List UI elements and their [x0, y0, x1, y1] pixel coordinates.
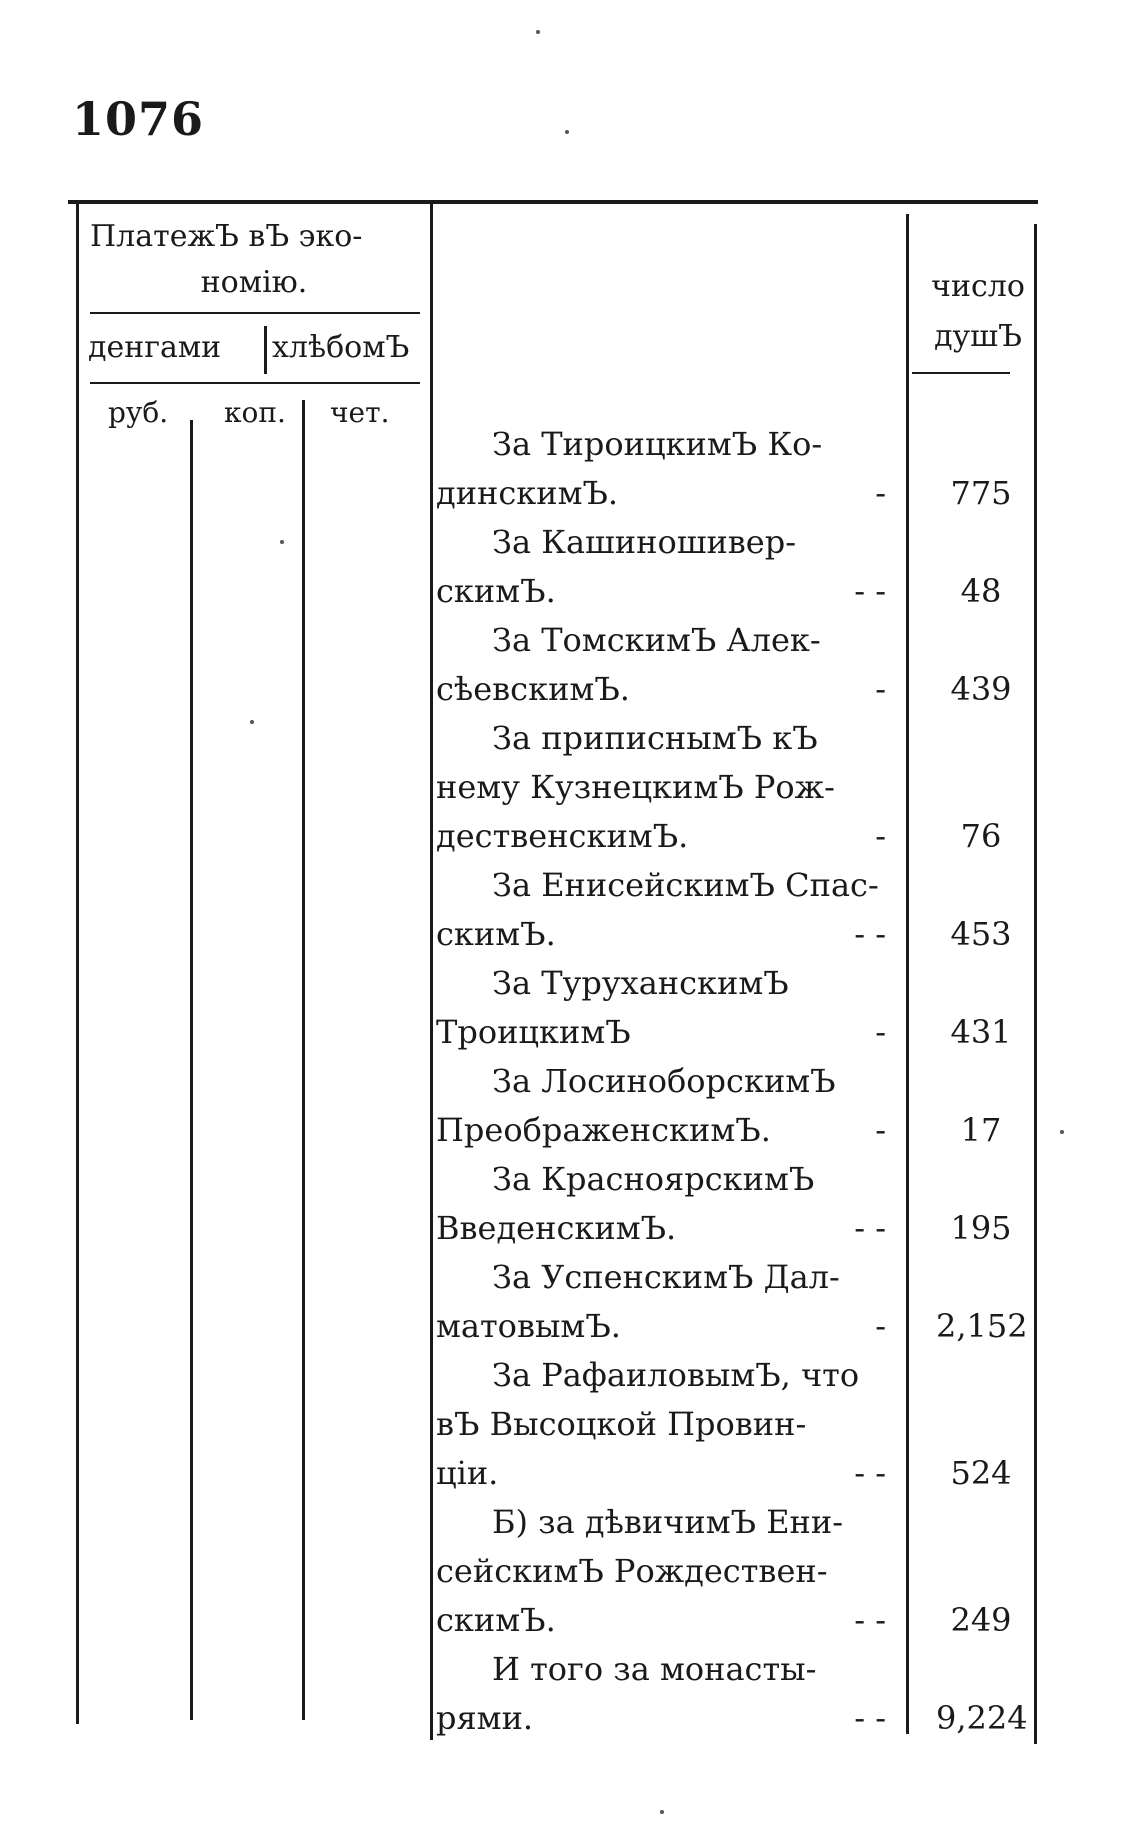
entry-line	[436, 1645, 906, 1694]
entry-line	[436, 1302, 906, 1351]
table-left-border	[76, 204, 79, 1724]
rub-header: руб.	[108, 396, 169, 429]
entry-text: И того за монасты-	[492, 1650, 817, 1688]
leader-dashes: - -	[854, 572, 886, 610]
chet-header: чет.	[330, 396, 390, 429]
entry-text: сѣевскимЪ.	[436, 670, 630, 708]
print-speck	[565, 130, 569, 134]
entry-line	[436, 1008, 906, 1057]
leader-dashes: -	[875, 670, 886, 708]
entry-text: За ЕнисейскимЪ Спас-	[492, 866, 879, 904]
monastery-entries	[436, 420, 906, 1743]
entry-text: За ТироицкимЪ Ко-	[492, 425, 823, 463]
column-divider-text-souls	[906, 214, 909, 1734]
leader-dashes: - -	[854, 1699, 886, 1737]
entry-line	[436, 567, 906, 616]
monastery-entry	[436, 714, 906, 861]
column-divider-payment-text	[430, 204, 433, 1740]
souls-count: 249	[950, 1601, 1012, 1639]
entry-text: скимЪ.	[436, 915, 556, 953]
monastery-entry	[436, 959, 906, 1057]
column-divider-rub-kop	[190, 420, 193, 1720]
monastery-entry	[436, 518, 906, 616]
entry-line	[436, 1400, 906, 1449]
monastery-entry	[436, 861, 906, 959]
entry-line	[436, 1351, 906, 1400]
leader-dashes: - -	[854, 1454, 886, 1492]
souls-count: 76	[960, 817, 1002, 855]
entry-text: За Кашиношивер-	[492, 523, 797, 561]
print-speck	[660, 1810, 664, 1814]
entry-line	[436, 665, 906, 714]
column-divider-kop-chet	[302, 400, 305, 1720]
souls-header-line1: число	[931, 269, 1025, 304]
monastery-entry	[436, 1253, 906, 1351]
entry-text: сейскимЪ Рождествен-	[436, 1552, 828, 1590]
payment-header-line1: ПлатежЪ вЪ эко-	[90, 219, 363, 254]
souls-header	[918, 262, 1038, 362]
entry-line	[436, 1106, 906, 1155]
entry-line	[436, 1155, 906, 1204]
print-speck	[250, 720, 254, 724]
entry-line	[436, 1253, 906, 1302]
entry-line	[436, 1057, 906, 1106]
entry-text: матовымЪ.	[436, 1307, 621, 1345]
entry-text: ціи.	[436, 1454, 499, 1492]
entry-text: рями.	[436, 1699, 534, 1737]
souls-count: 9,224	[936, 1699, 1028, 1737]
souls-count: 439	[950, 670, 1012, 708]
entry-line	[436, 861, 906, 910]
entry-text: динскимЪ.	[436, 474, 619, 512]
entry-text: скимЪ.	[436, 1601, 556, 1639]
entry-text: дественскимЪ.	[436, 817, 689, 855]
entry-line	[436, 714, 906, 763]
subheader-rule	[90, 382, 420, 384]
entry-line	[436, 1204, 906, 1253]
souls-header-line2: душЪ	[934, 319, 1022, 354]
leader-dashes: -	[875, 1013, 886, 1051]
print-speck	[280, 540, 284, 544]
entry-line	[436, 1694, 906, 1743]
souls-count: 17	[960, 1111, 1002, 1149]
entry-line	[436, 518, 906, 567]
entry-line	[436, 420, 906, 469]
souls-count: 524	[950, 1454, 1012, 1492]
entry-text: За РафаиловымЪ, что	[492, 1356, 860, 1394]
entry-text: скимЪ.	[436, 572, 556, 610]
entry-text: Б) за дѣвичимЪ Ени-	[492, 1503, 844, 1541]
print-speck	[536, 30, 540, 34]
monastery-entry	[436, 1645, 906, 1743]
entry-line	[436, 1547, 906, 1596]
money-header: денгами	[88, 330, 222, 365]
souls-count: 775	[950, 474, 1012, 512]
leader-dashes: -	[875, 1307, 886, 1345]
souls-count: 195	[950, 1209, 1012, 1247]
entry-text: За УспенскимЪ Дал-	[492, 1258, 840, 1296]
page-number: 1076	[72, 92, 205, 146]
leader-dashes: - -	[854, 915, 886, 953]
entry-text: ТроицкимЪ	[436, 1013, 631, 1051]
leader-dashes: - -	[854, 1601, 886, 1639]
monastery-entry	[436, 1057, 906, 1155]
leader-dashes: -	[875, 474, 886, 512]
entry-text: вЪ Высоцкой Провин-	[436, 1405, 807, 1443]
monastery-entry	[436, 1351, 906, 1498]
souls-count: 48	[960, 572, 1002, 610]
souls-count: 453	[950, 915, 1012, 953]
monastery-entry	[436, 1155, 906, 1253]
kop-header: коп.	[224, 396, 286, 429]
entry-text: ПреображенскимЪ.	[436, 1111, 771, 1149]
entry-line	[436, 1449, 906, 1498]
entry-line	[436, 469, 906, 518]
table-top-rule	[68, 200, 1038, 204]
entry-text: За КрасноярскимЪ	[492, 1160, 815, 1198]
entry-text: ВведенскимЪ.	[436, 1209, 677, 1247]
souls-count: 431	[950, 1013, 1012, 1051]
monastery-entry	[436, 1498, 906, 1645]
entry-line	[436, 959, 906, 1008]
entry-line	[436, 616, 906, 665]
entry-line	[436, 812, 906, 861]
entry-line	[436, 763, 906, 812]
table-right-border	[1034, 224, 1037, 1744]
payment-header	[84, 214, 424, 306]
entry-text: За ТуруханскимЪ	[492, 964, 789, 1002]
print-speck	[1060, 1130, 1064, 1134]
entry-line	[436, 910, 906, 959]
payment-header-line2: номію.	[200, 265, 308, 300]
entry-line	[436, 1498, 906, 1547]
entry-text: За приписнымЪ кЪ	[492, 719, 818, 757]
money-grain-divider	[264, 326, 267, 374]
entry-line	[436, 1596, 906, 1645]
payment-header-rule	[90, 312, 420, 314]
souls-count: 2,152	[936, 1307, 1028, 1345]
entry-text: нему КузнецкимЪ Рож-	[436, 768, 835, 806]
leader-dashes: - -	[854, 1209, 886, 1247]
entry-text: За ЛосиноборскимЪ	[492, 1062, 836, 1100]
monastery-entry	[436, 616, 906, 714]
leader-dashes: -	[875, 1111, 886, 1149]
grain-header: хлѣбомЪ	[272, 330, 410, 365]
leader-dashes: -	[875, 817, 886, 855]
entry-text: За ТомскимЪ Алек-	[492, 621, 821, 659]
souls-header-rule	[912, 372, 1010, 374]
monastery-entry	[436, 420, 906, 518]
